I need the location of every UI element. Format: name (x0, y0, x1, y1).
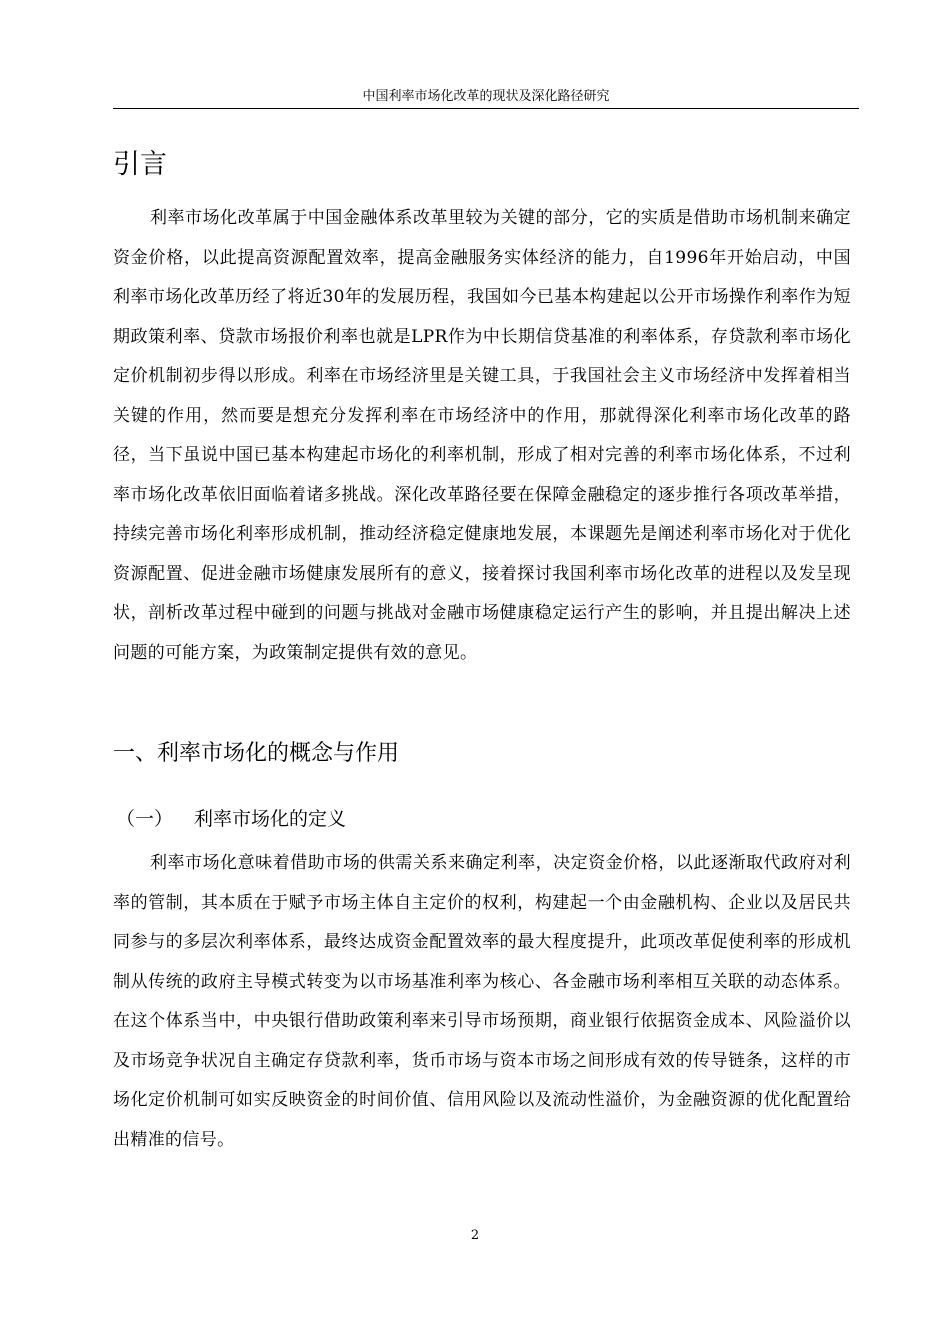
section1-number: （一） (116, 808, 174, 830)
chapter1-heading: 一、利率市场化的概念与作用 (113, 741, 400, 766)
intro-heading: 引言 (113, 149, 167, 180)
section1-title: 利率市场化的定义 (194, 808, 347, 830)
running-header (113, 88, 859, 109)
section1-heading (116, 805, 346, 833)
page-number: 2 (470, 1228, 480, 1243)
section1-paragraph: 利率市场化意味着借助市场的供需关系来确定利率，决定资金价格，以此逐渐取代政府对利率的管制，其本质在于赋予市场主体自主定价的权利，构建起一个由金融机构、企业以及居民共同参与的多层次利率体系，最终达成资金配置效率的最大程度提升，此项改革促使利率的形成机制从传统的政府主导模式转变为以市场基准利率为核心、各金融市场利率相互关联的动态体系。在这个体系当中，中央银行借助政策利率来引导市场预期，商业银行依据资金成本、风险溢价以及市场竞争状况自主确定存贷款利率，货币市场与资本市场之间形成有效的传导链条，这样的市场化定价机制可如实反映资金的时间价值、信用风险以及流动性溢价，为金融资源的优化配置给出精准的信号。 (113, 853, 851, 1150)
intro-paragraph: 利率市场化改革属于中国金融体系改革里较为关键的部分，它的实质是借助市场机制来确定资金价格，以此提高资源配置效率，提高金融服务实体经济的能力，自1996年开始启动，中国利率市场化改革历经了将近30年的发展历程，我国如今已基本构建起以公开市场操作利率作为短期政策利率、贷款市场报价利率也就是LPR作为中长期信贷基准的利率体系，存贷款利率市场化定价机制初步得以形成。利率在市场经济里是关键工具，于我国社会主义市场经济中发挥着相当关键的作用，然而要是想充分发挥利率在市场经济中的作用，那就得深化利率市场化改革的路径，当下虽说中国已基本构建起市场化的利率机制，形成了相对完善的利率市场化体系，不过利率市场化改革依旧面临着诸多挑战。深化改革路径要在保障金融稳定的逐步推行各项改革举措，持续完善市场化利率形成机制，推动经济稳定健康地发展，本课题先是阐述利率市场化对于优化资源配置、促进金融市场健康发展所有的意义，接着探讨我国利率市场化改革的进程以及发呈现状，剖析改革过程中碰到的问题与挑战对金融市场健康稳定运行产生的影响，并且提出解决上述问题的可能方案，为政策制定提供有效的意见。 (113, 208, 851, 663)
running-title: 中国利率市场化改革的现状及深化路径研究 (362, 89, 610, 104)
